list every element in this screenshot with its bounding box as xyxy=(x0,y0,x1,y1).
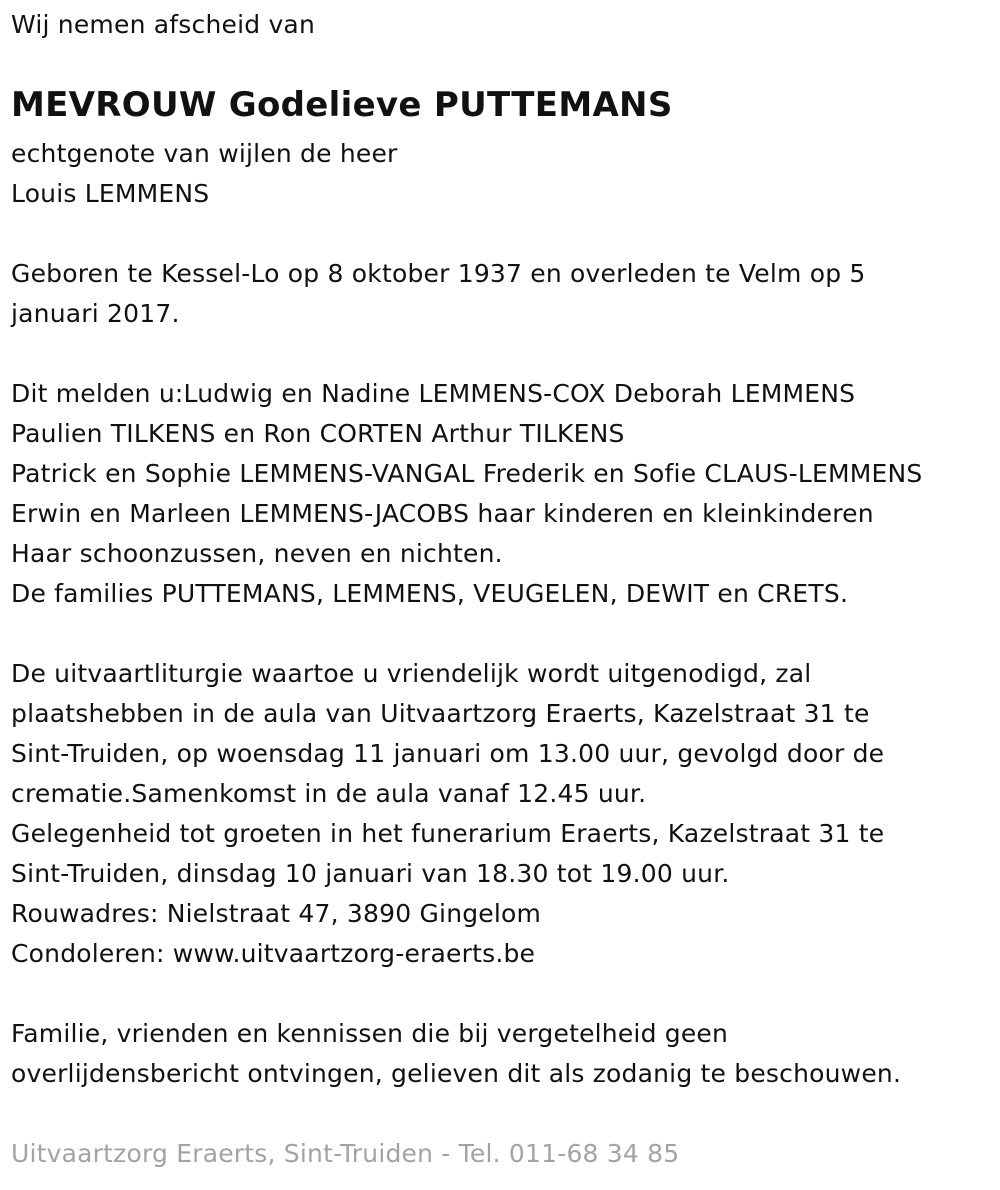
family-line: Dit melden u:Ludwig en Nadine LEMMENS-COX Deborah LEMMENS xyxy=(11,379,856,408)
spouse-section xyxy=(11,134,398,214)
service-section xyxy=(11,654,884,974)
family-line: Paulien TILKENS en Ron CORTEN Arthur TILKENS xyxy=(11,419,625,448)
birth-death-section xyxy=(11,254,866,334)
spouse-line: echtgenote van wijlen de heer xyxy=(11,139,398,168)
mourning-address: Rouwadres: Nielstraat 47, 3890 Gingelom xyxy=(11,899,542,928)
note-section xyxy=(11,1014,901,1094)
birth-death-line: Geboren te Kessel-Lo op 8 oktober 1937 en overleden te Velm op 5 xyxy=(11,259,866,288)
service-line: plaatshebben in de aula van Uitvaartzorg Eraerts, Kazelstraat 31 te xyxy=(11,699,870,728)
family-line: Erwin en Marleen LEMMENS-JACOBS haar kinderen en kleinkinderen xyxy=(11,499,874,528)
service-line: De uitvaartliturgie waartoe u vriendelijk wordt uitgenodigd, zal xyxy=(11,659,812,688)
birth-death-line: januari 2017. xyxy=(11,299,180,328)
service-line: crematie.Samenkomst in de aula vanaf 12.45 uur. xyxy=(11,779,647,808)
service-line: Gelegenheid tot groeten in het funerarium Eraerts, Kazelstraat 31 te xyxy=(11,819,885,848)
footer-contact: Uitvaartzorg Eraerts, Sint-Truiden - Tel. 011-68 34 85 xyxy=(11,1139,680,1168)
spouse-line: Louis LEMMENS xyxy=(11,179,210,208)
deceased-name: MEVROUW Godelieve PUTTEMANS xyxy=(11,85,673,125)
service-line: Sint-Truiden, op woensdag 11 januari om 13.00 uur, gevolgd door de xyxy=(11,739,885,768)
note-line: overlijdensbericht ontvingen, gelieven dit als zodanig te beschouwen. xyxy=(11,1059,902,1088)
note-line: Familie, vrienden en kennissen die bij vergetelheid geen xyxy=(11,1019,729,1048)
service-line: Sint-Truiden, dinsdag 10 januari van 18.30 tot 19.00 uur. xyxy=(11,859,730,888)
intro-text: Wij nemen afscheid van xyxy=(11,10,315,39)
family-line: Haar schoonzussen, neven en nichten. xyxy=(11,539,503,568)
family-line: De families PUTTEMANS, LEMMENS, VEUGELEN, DEWIT en CRETS. xyxy=(11,579,849,608)
family-section xyxy=(11,374,923,614)
family-line: Patrick en Sophie LEMMENS-VANGAL Frederik en Sofie CLAUS-LEMMENS xyxy=(11,459,923,488)
condolence-link[interactable]: Condoleren: www.uitvaartzorg-eraerts.be xyxy=(11,939,536,968)
